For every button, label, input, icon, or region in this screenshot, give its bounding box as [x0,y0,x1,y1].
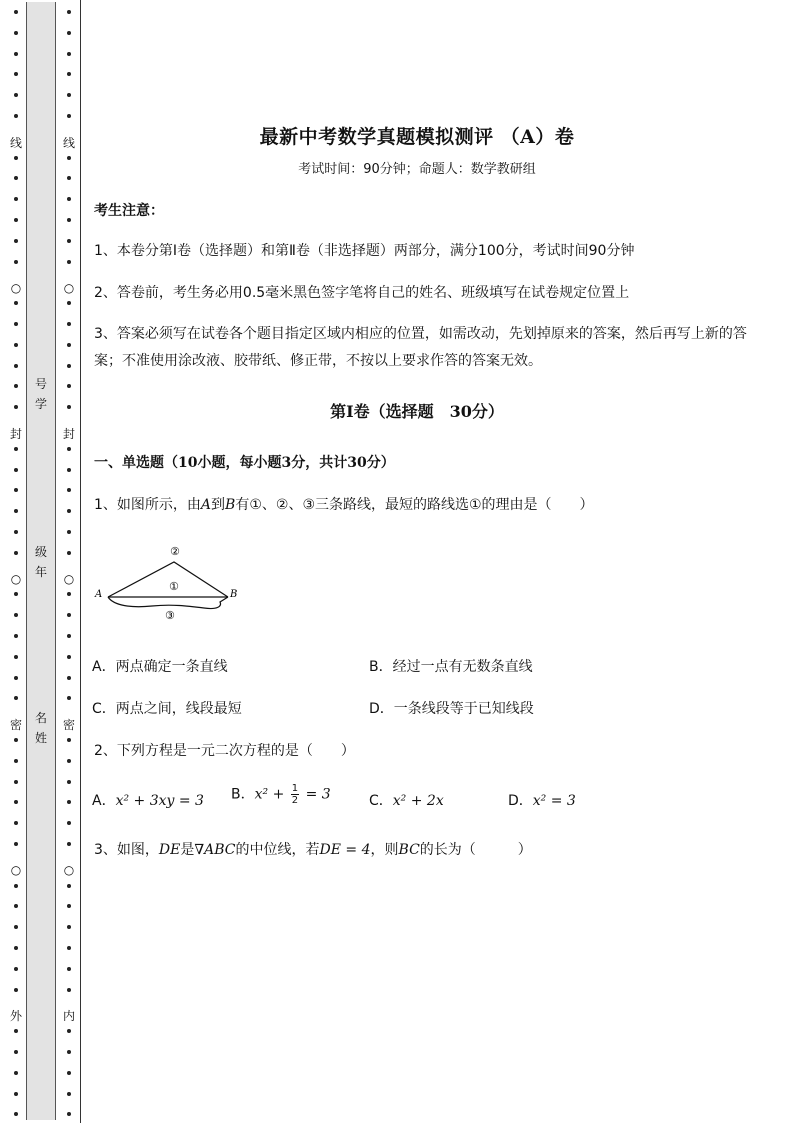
margin-mark-xian: 线 [60,136,78,150]
margin-dot [14,488,18,492]
margin-dot [14,780,18,784]
margin-dot [67,343,71,347]
margin-dot [67,884,71,888]
margin-dot [14,218,18,222]
margin-mark-circle: ○ [60,572,78,586]
margin-dot [14,800,18,804]
margin-dot [67,800,71,804]
margin-dot [14,72,18,76]
margin-dot [14,364,18,368]
margin-dot [67,1029,71,1033]
margin-mark-xian: 线 [7,136,25,150]
margin-dot [14,842,18,846]
margin-dot [14,509,18,513]
margin-dot [14,592,18,596]
margin-rule [80,0,81,1123]
margin-dot [67,1112,71,1116]
grade-label: 级 年 [34,545,47,579]
section-title: 第I卷（选择题 30分） [330,402,504,421]
margin-dot [67,530,71,534]
q1-option-a[interactable]: A．两点确定一条直线 [92,659,228,675]
notice-item: 2、答卷前，考生务必用0.5毫米黑色签字笔将自己的姓名、班级填写在试卷规定位置上 [94,285,630,301]
margin-dot [14,260,18,264]
margin-dot [67,925,71,929]
margin-mark-wai: 外 [7,1009,25,1023]
margin-dot [67,31,71,35]
margin-dot [67,72,71,76]
margin-dot [14,988,18,992]
margin-dot [67,904,71,908]
exam-title: 最新中考数学真题模拟测评 （A）卷 [259,126,575,148]
margin-dot [67,1071,71,1075]
margin-dot [14,447,18,451]
name-label: 名 姓 [34,711,47,745]
margin-dot [67,551,71,555]
q1-option-b[interactable]: B．经过一点有无数条直线 [369,659,533,675]
margin-dot [14,904,18,908]
route-3-path [108,597,228,609]
margin-dot [14,52,18,56]
margin-dot [14,93,18,97]
margin-dot [67,676,71,680]
margin-dot [14,634,18,638]
margin-mark-circle: ○ [7,863,25,877]
question-3: 3、如图，DE是∇ABC的中位线，若DE = 4，则BC的长为（ ） [94,842,532,858]
outer-dotted-line [7,4,25,1119]
margin-dot [14,759,18,763]
margin-dot [14,613,18,617]
margin-dot [67,780,71,784]
margin-dot [14,551,18,555]
margin-dot [67,364,71,368]
notice-item: 3、答案必须写在试卷各个题目指定区域内相应的位置，如需改动，先划掉原来的答案，然后再写上新的答案；不准使用涂改液、胶带纸、修正带，不按以上要求作答的答案无效。 [94,326,747,369]
notice-item: 1、本卷分第I卷（选择题）和第Ⅱ卷（非选择题）两部分，满分100分，考试时间90分钟 [94,243,635,259]
q2-option-b[interactable]: B．x² + $\frac{1}{2}$ = 3 [231,783,331,806]
student-info-band [26,2,56,1120]
point-a-label: A [95,589,103,600]
margin-dot [67,176,71,180]
q2-option-d[interactable]: D．x² = 3 [508,793,576,809]
margin-dot [67,10,71,14]
route-figure [92,540,242,629]
student-number-label: 号 学 [34,377,47,411]
margin-dot [67,842,71,846]
margin-dot [14,967,18,971]
margin-dot [14,655,18,659]
point-b-label: B [230,589,238,600]
margin-dot [14,1071,18,1075]
q1-option-d[interactable]: D．一条线段等于已知线段 [369,701,534,717]
margin-dot [14,884,18,888]
margin-dot [14,925,18,929]
margin-dot [14,31,18,35]
route-3-label: ③ [165,609,175,622]
margin-dot [14,1092,18,1096]
notice-heading: 考生注意： [94,203,164,219]
margin-dot [14,738,18,742]
question-2: 2、下列方程是一元二次方程的是（ ） [94,743,355,759]
margin-dot [14,946,18,950]
margin-dot [67,509,71,513]
margin-dot [67,592,71,596]
margin-dot [67,384,71,388]
section-subheading: 一、单选题（10小题，每小题3分，共计30分） [94,455,395,471]
margin-mark-circle: ○ [60,281,78,295]
route-1-label: ① [169,580,179,593]
margin-dot [67,52,71,56]
inner-dotted-line [60,4,78,1119]
route-2-label: ② [170,545,180,558]
margin-dot [67,156,71,160]
route-2-path [108,562,228,597]
margin-dot [14,1050,18,1054]
margin-dot [67,322,71,326]
margin-dot [14,384,18,388]
margin-dot [67,197,71,201]
margin-dot [14,696,18,700]
margin-dot [67,821,71,825]
margin-mark-circle: ○ [7,572,25,586]
q1-option-c[interactable]: C．两点之间，线段最短 [92,701,242,717]
margin-dot [67,696,71,700]
margin-dot [14,1029,18,1033]
margin-dot [67,405,71,409]
margin-dot [14,114,18,118]
margin-dot [67,447,71,451]
margin-dot [14,468,18,472]
margin-mark-mi: 密 [7,718,25,732]
margin-dot [67,1050,71,1054]
margin-dot [67,655,71,659]
margin-dot [14,405,18,409]
margin-dot [67,634,71,638]
fraction-one-half: $\frac{1}{2}$ [291,783,299,806]
margin-mark-nei: 内 [60,1009,78,1023]
margin-dot [67,468,71,472]
margin-dot [14,301,18,305]
margin-dot [67,1092,71,1096]
margin-dot [67,988,71,992]
margin-mark-circle: ○ [60,863,78,877]
margin-dot [14,530,18,534]
margin-dot [14,343,18,347]
margin-dot [67,967,71,971]
margin-dot [67,114,71,118]
q2-option-c[interactable]: C．x² + 2x [369,793,444,809]
exam-subtitle: 考试时间：90分钟；命题人：数学教研组 [298,162,536,177]
margin-mark-feng: 封 [7,427,25,441]
route-diagram [92,540,242,625]
margin-dot [67,946,71,950]
margin-dot [14,176,18,180]
q2-option-a[interactable]: A．x² + 3xy = 3 [92,793,204,809]
margin-dot [14,322,18,326]
margin-dot [14,197,18,201]
margin-dot [67,260,71,264]
margin-dot [67,488,71,492]
margin-mark-mi: 密 [60,718,78,732]
margin-dot [67,218,71,222]
margin-dot [67,613,71,617]
margin-dot [14,156,18,160]
margin-dot [67,759,71,763]
question-1: 1、如图所示，由A到B有①、②、③三条路线，最短的路线选①的理由是（ ） [94,497,594,513]
margin-mark-circle: ○ [7,281,25,295]
margin-dot [14,821,18,825]
margin-dot [14,10,18,14]
margin-mark-feng: 封 [60,427,78,441]
margin-dot [67,301,71,305]
margin-dot [67,93,71,97]
margin-dot [67,239,71,243]
margin-dot [14,676,18,680]
binding-margin [0,0,82,1123]
margin-dot [67,738,71,742]
margin-dot [14,239,18,243]
margin-dot [14,1112,18,1116]
